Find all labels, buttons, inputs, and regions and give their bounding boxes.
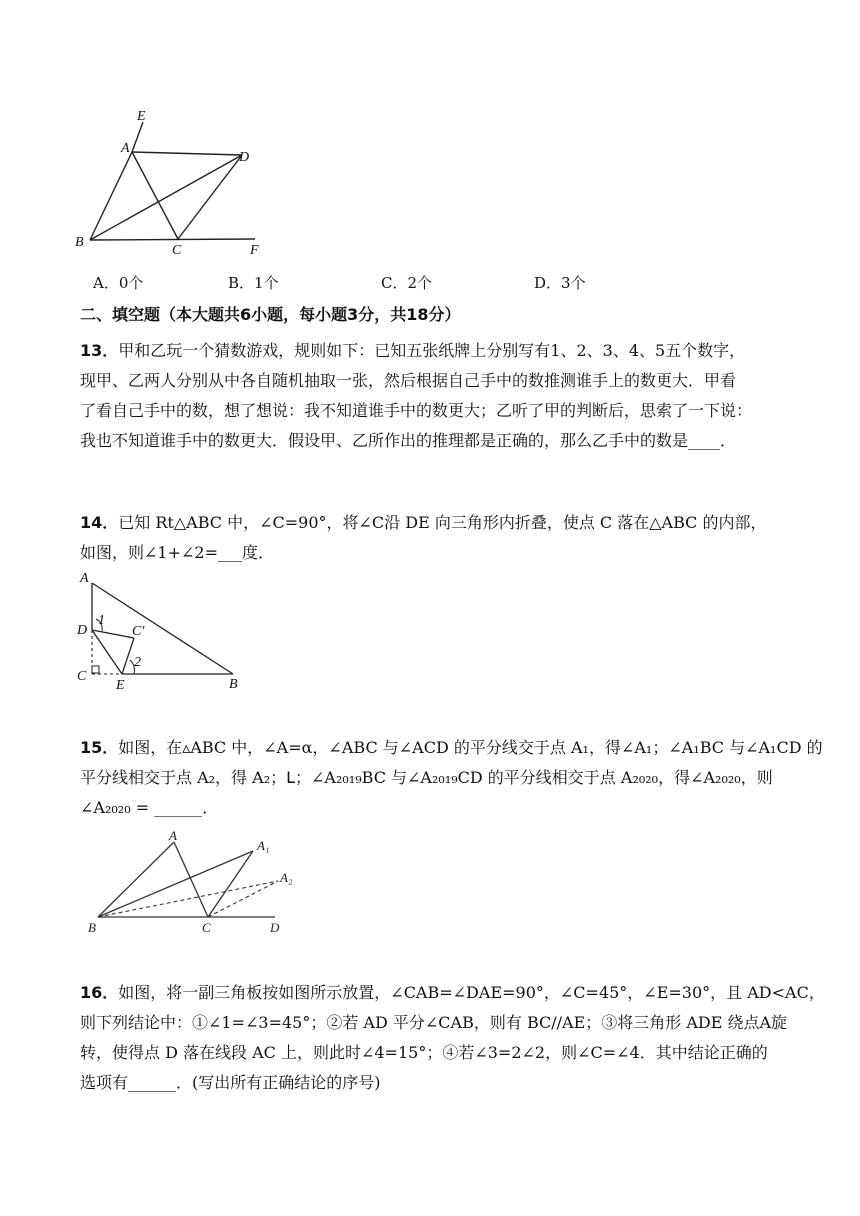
label-Cp: C′ [132, 624, 145, 639]
line-BD [90, 155, 242, 240]
line-AE [132, 122, 143, 152]
label-D: D [77, 623, 88, 638]
q16-text-1: 如图，将一副三角板按如图所示放置，∠CAB=∠DAE=90°，∠C=45°，∠E=30°，且 AD<AC， [118, 983, 825, 1002]
q15-line-2: 平分线相交于点 A₂，得 A₂；ᒪ；∠A₂₀₁₉BC 与∠A₂₀₁₉CD 的平分线相交于点 A₂₀₂₀，得∠A₂₀₂₀，则 [80, 768, 773, 787]
q16-line-4: 选项有______．(写出所有正确结论的序号) [80, 1073, 381, 1092]
label-A2: A₂ [280, 870, 293, 885]
q14-line-2: 如图，则∠1+∠2=___度． [80, 543, 274, 562]
label-1: 1 [98, 613, 105, 628]
label-B: B [75, 235, 84, 250]
label-B: B [88, 920, 96, 935]
line-DCp [92, 630, 134, 638]
option-text: 1个 [254, 274, 279, 292]
label-D: D [239, 150, 250, 165]
option-letter: B． [228, 274, 255, 292]
label-A1: A₁ [257, 838, 270, 853]
q15-line-3: ∠A₂₀₂₀ = ______． [80, 798, 219, 817]
label-C: C [77, 669, 87, 684]
line-AC [132, 152, 178, 239]
q14-line-1 [80, 508, 780, 538]
option-letter: A． [93, 274, 119, 292]
question-15 [80, 733, 823, 823]
right-angle-mark [92, 666, 99, 673]
question-14 [80, 508, 780, 568]
line-AB [90, 152, 132, 240]
line-BA [98, 842, 174, 917]
label-F: F [250, 243, 259, 258]
option-d [534, 272, 586, 293]
line-DE [92, 630, 122, 674]
label-C: C [172, 243, 182, 258]
q16-line-2: 则下列结论中：①∠1=∠3=45°；②若 AD 平分∠CAB，则有 BC//AE；③将三角形 ADE 绕点A旋 [80, 1013, 788, 1032]
q13-line-2: 现甲、乙两人分别从中各自随机抽取一张，然后根据自己手中的数推测谁手上的数更大．甲看 [80, 371, 737, 390]
figure-q12 [70, 100, 270, 260]
label-B: B [229, 677, 238, 692]
section-title: 二、填空题（本大题共6小题，每小题3分，共18分） [80, 305, 461, 324]
line-BF [90, 239, 255, 240]
option-text: 0个 [118, 274, 144, 292]
label-E: E [116, 678, 125, 693]
figure-q15 [80, 828, 310, 940]
q13-line-4: 我也不知道谁手中的数更大．假设甲、乙所作出的推理都是正确的，那么乙手中的数是____． [80, 431, 737, 450]
q15-line-1 [80, 733, 823, 763]
q16-line-1 [80, 978, 825, 1008]
q16-line-3: 转，使得点 D 落在线段 AC 上，则此时∠4=15°；④若∠3=2∠2，则∠C=∠4．其中结论正确的 [80, 1043, 768, 1062]
option-b [228, 272, 279, 293]
label-A: A [80, 571, 89, 586]
option-text: 3个 [561, 274, 586, 292]
line-AD [132, 152, 242, 155]
line-AC [174, 842, 208, 917]
question-16 [80, 978, 825, 1098]
question-number: 13． [80, 341, 119, 360]
question-13 [80, 336, 780, 456]
q13-line-1 [80, 336, 780, 366]
option-c [381, 272, 432, 293]
option-text: 2个 [407, 274, 433, 292]
question-number: 14． [80, 513, 119, 532]
line-CD [178, 155, 242, 239]
q13-text-1: 甲和乙玩一个猜数游戏，规则如下：已知五张纸牌上分别写有1、2、3、4、5五个数字， [118, 341, 746, 360]
q15-text-1: 如图，在▵ABC 中，∠A=α，∠ABC 与∠ACD 的平分线交于点 A₁，得∠A₁；∠A₁BC 与∠A₁CD 的 [118, 738, 823, 757]
question-number: 15． [80, 738, 119, 757]
option-letter: D． [534, 274, 562, 292]
line-CpE [122, 638, 134, 674]
line-CA2 [208, 881, 278, 917]
option-letter: C． [381, 274, 408, 292]
option-a [93, 272, 143, 293]
label-A: A [169, 828, 177, 843]
label-D: D [270, 920, 280, 935]
line-BA2 [98, 881, 278, 917]
q14-text-1: 已知 Rt△ABC 中，∠C=90°，将∠C沿 DE 向三角形内折叠，使点 C 落在△ABC 的内部， [118, 513, 767, 532]
q13-line-3: 了看自己手中的数，想了想说：我不知道谁手中的数更大；乙听了甲的判断后，思索了一下说： [80, 401, 753, 420]
label-E: E [137, 109, 146, 124]
figure-q14 [70, 568, 260, 693]
label-2: 2 [134, 655, 141, 670]
label-A: A [121, 141, 130, 156]
question-number: 16． [80, 983, 119, 1002]
label-C: C [202, 920, 211, 935]
